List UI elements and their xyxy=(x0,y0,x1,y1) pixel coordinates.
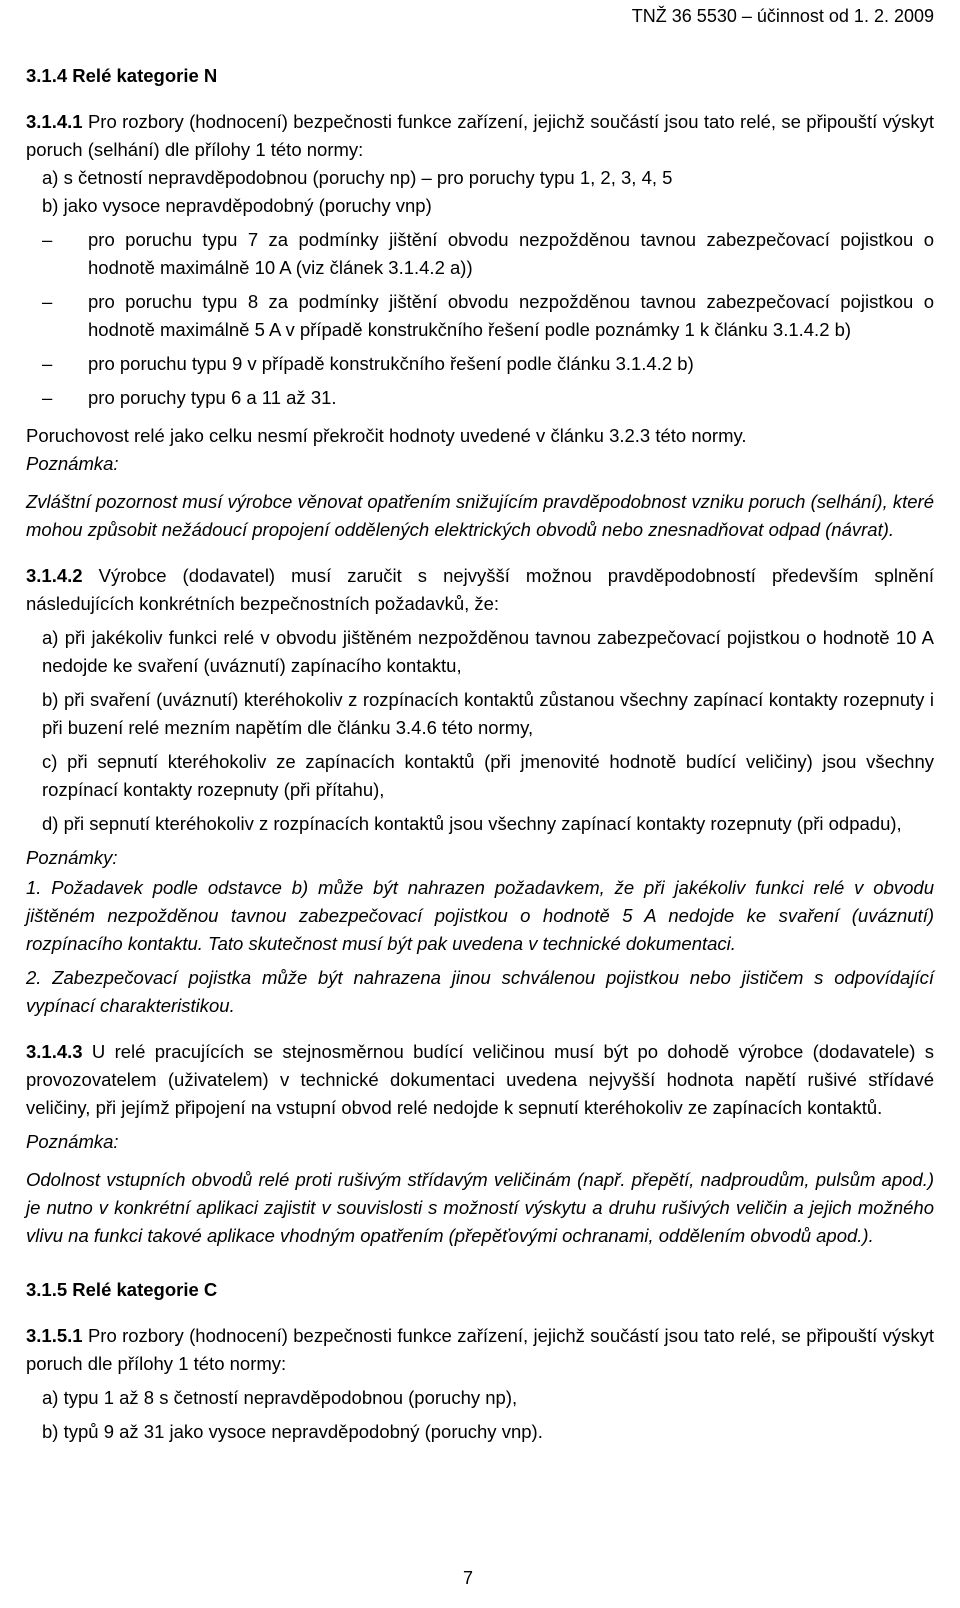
list-item-b: b) typů 9 až 31 jako vysoce nepravděpodobný (poruchy vnp). xyxy=(42,1421,543,1442)
note-text: Odolnost vstupních obvodů relé proti rušivým střídavým veličinám (např. přepětí, nadproudům, pulsům apod.) je nutno v konkrétní aplikaci zajistit v souvislosti s možností výskytu a druhu rušivých veličin a jejich možného vlivu na funkci takové aplikace vhodným opatřením (přepěťovými ochranami, oddělením obvodů apod.). xyxy=(26,1169,934,1246)
list-item-a: a) při jakékoliv funkci relé v obvodu jištěném nezpožděnou tavnou zabezpečovací pojistkou o hodnotě 10 A nedojde ke svaření (uváznutí) zapínacího kontaktu, xyxy=(42,627,934,676)
list-item-a: a) typu 1 až 8 s četností nepravděpodobnou (poruchy np), xyxy=(42,1387,518,1408)
clause-number: 3.1.4.3 xyxy=(26,1041,83,1062)
clause-3-1-4-3 xyxy=(26,1038,934,1122)
clause-text: Pro rozbory (hodnocení) bezpečnosti funkce zařízení, jejichž součástí jsou tato relé, se připouští výskyt poruch (selhání) dle přílohy 1 této normy: xyxy=(26,111,935,160)
clause-3-1-4-1 xyxy=(26,108,934,164)
section-heading-3-1-5: 3.1.5 Relé kategorie C xyxy=(26,1279,218,1300)
clause-number: 3.1.5.1 xyxy=(26,1325,83,1346)
clause-number: 3.1.4.1 xyxy=(26,111,83,132)
list-item-b: b) jako vysoce nepravděpodobný (poruchy vnp) xyxy=(42,195,432,216)
clause-text: U relé pracujících se stejnosměrnou budící veličinou musí být po dohodě výrobce (dodavatele) s provozovatelem (uživatelem) v technické dokumentaci uvedena nejvyšší hodnota napětí rušivé střídavé veličiny, při jejímž připojení na vstupní obvod relé nedojde k sepnutí kteréhokoliv ze zapínacích kontaktů. xyxy=(26,1041,934,1118)
notes-label: Poznámky: xyxy=(26,847,118,868)
dash-item: – pro poruchu typu 9 v případě konstrukčního řešení podle článku 3.1.4.2 b) xyxy=(26,350,934,378)
note-text-1: 1. Požadavek podle odstavce b) může být nahrazen požadavkem, že při jakékoliv funkci relé v obvodu jištěném nezpožděnou tavnou zabezpečovací pojistkou o hodnotě 5 A nedojde ke svaření (uváznutí) rozpínacího kontaktu. Tato skutečnost musí být pak uvedena v technické dokumentaci. xyxy=(26,877,934,954)
section-heading-3-1-4: 3.1.4 Relé kategorie N xyxy=(26,65,218,86)
note-label: Poznámka: xyxy=(26,1131,119,1152)
list-item-b: b) při svaření (uváznutí) kteréhokoliv z rozpínacích kontaktů zůstanou všechny zapínací kontakty rozepnuty i při buzení relé mezním napětím dle článku 3.4.6 této normy, xyxy=(42,689,934,738)
note-label: Poznámka: xyxy=(26,453,119,474)
clause-number: 3.1.4.2 xyxy=(26,565,83,586)
dash-item: – pro poruchy typu 6 a 11 až 31. xyxy=(26,384,934,412)
dash-item: – pro poruchu typu 8 za podmínky jištění obvodu nezpožděnou tavnou zabezpečovací pojistkou o hodnotě maximálně 5 A v případě konstrukčního řešení podle poznámky 1 k článku 3.1.4.2 b) xyxy=(26,288,934,344)
list-item-a: a) s četností nepravděpodobnou (poruchy np) – pro poruchy typu 1, 2, 3, 4, 5 xyxy=(42,167,673,188)
clause-3-1-5-1 xyxy=(26,1322,934,1378)
note-text-2: 2. Zabezpečovací pojistka může být nahrazena jinou schválenou pojistkou nebo jističem s odpovídající vypínací charakteristikou. xyxy=(26,967,934,1016)
dash-item: – pro poruchu typu 7 za podmínky jištění obvodu nezpožděnou tavnou zabezpečovací pojistkou o hodnotě maximálně 10 A (viz článek 3.1.4.2 a)) xyxy=(26,226,934,282)
clause-text: Pro rozbory (hodnocení) bezpečnosti funkce zařízení, jejichž součástí jsou tato relé, se připouští výskyt poruch dle přílohy 1 této normy: xyxy=(26,1325,935,1374)
page-number: 7 xyxy=(462,1568,473,1588)
list-item-d: d) při sepnutí kteréhokoliv z rozpínacích kontaktů jsou všechny zapínací kontakty rozepnuty (při odpadu), xyxy=(42,813,902,834)
clause-3-1-4-2 xyxy=(26,562,934,618)
list-item-c: c) při sepnutí kteréhokoliv ze zapínacích kontaktů (při jmenovité hodnotě budící veličiny) jsou všechny rozpínací kontakty rozepnuty (při přítahu), xyxy=(42,751,934,800)
clause-text: Výrobce (dodavatel) musí zaručit s nejvyšší možnou pravděpodobností především splnění následujících konkrétních bezpečnostních požadavků, že: xyxy=(26,565,935,614)
note-text: Zvláštní pozornost musí výrobce věnovat opatřením snižujícím pravděpodobnost vzniku poruch (selhání), které mohou způsobit nežádoucí propojení oddělených elektrických obvodů nebo znesnadňovat odpad (návrat). xyxy=(26,491,934,540)
page-header: TNŽ 36 5530 – účinnost od 1. 2. 2009 xyxy=(631,6,934,26)
closing-sentence: Poruchovost relé jako celku nesmí překročit hodnoty uvedené v článku 3.2.3 této normy. xyxy=(26,425,747,446)
page-content xyxy=(26,62,934,1452)
